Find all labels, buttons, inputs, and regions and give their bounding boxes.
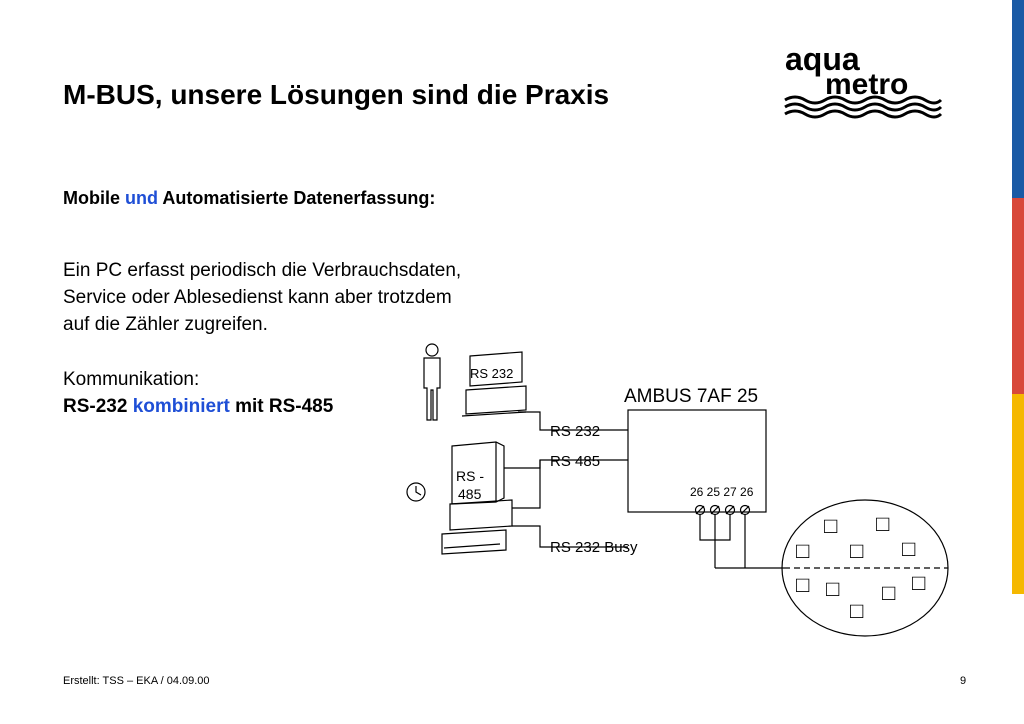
subtitle-mobile: Mobile xyxy=(63,188,120,208)
meter-icon: □ xyxy=(882,580,896,605)
meter-icon: □ xyxy=(912,570,926,595)
subtitle-und: und xyxy=(125,188,159,208)
meter-icon: □ xyxy=(796,538,810,563)
subtitle-automatisierte: Automatisierte Datenerfassung: xyxy=(162,188,436,208)
meter-icon: □ xyxy=(826,576,840,601)
meter-icon: □ xyxy=(824,513,838,538)
logo-text-aqua: aqua xyxy=(785,41,860,77)
footer-created: Erstellt: TSS – EKA / 04.09.00 xyxy=(63,675,210,687)
logo-text-metro: metro xyxy=(825,68,909,101)
description-line-3: auf die Zähler zugreifen. xyxy=(63,314,268,335)
side-band-yellow xyxy=(1012,394,1024,594)
side-band-blue xyxy=(1012,0,1024,198)
pc-screen-label-top: RS - xyxy=(456,468,484,484)
communication-label: Kommunikation: xyxy=(63,369,200,390)
description-line-2: Service oder Ablesedienst kann aber trotzdem xyxy=(63,287,452,308)
mbus-master-label: AMBUS 7AF 25 xyxy=(624,386,759,407)
network-diagram xyxy=(400,338,960,638)
meter-icon: □ xyxy=(876,511,890,536)
rs232-bus-port-label: RS 232 Busy xyxy=(550,539,638,556)
section-subtitle xyxy=(63,188,435,209)
laptop-icon xyxy=(462,352,526,416)
protocol-rs232: RS-232 xyxy=(63,396,128,417)
page-title: M-BUS, unsere Lösungen sind die Praxis xyxy=(63,79,610,110)
communication-block xyxy=(63,366,333,420)
protocol-kombiniert: kombiniert xyxy=(132,396,230,417)
clock-icon xyxy=(407,483,425,501)
logo-wave-2 xyxy=(785,104,941,110)
rs232-port-label: RS 232 xyxy=(550,423,601,440)
description-text xyxy=(63,257,461,338)
page-number: 9 xyxy=(960,675,967,687)
aquametro-logo xyxy=(783,40,943,120)
protocol-rs485: mit RS-485 xyxy=(235,396,334,417)
device-terminals xyxy=(696,506,750,515)
meter-icon: □ xyxy=(796,572,810,597)
side-band-red xyxy=(1012,198,1024,394)
rs485-port-label: RS 485 xyxy=(550,453,601,470)
person-icon xyxy=(424,344,440,420)
logo-wave-3 xyxy=(785,111,941,117)
meter-icons xyxy=(796,511,925,623)
terminal-numbers-label: 26 25 27 26 xyxy=(690,485,754,499)
laptop-screen-label: RS 232 xyxy=(470,366,514,381)
bus-lines xyxy=(700,514,784,568)
pc-screen-label-bottom: 485 xyxy=(458,486,482,502)
meter-icon: □ xyxy=(902,536,916,561)
communication-protocols xyxy=(63,393,333,420)
description-line-1: Ein PC erfasst periodisch die Verbrauchsdaten, xyxy=(63,260,462,281)
meter-icon: □ xyxy=(850,538,864,563)
meter-icon: □ xyxy=(850,598,864,623)
